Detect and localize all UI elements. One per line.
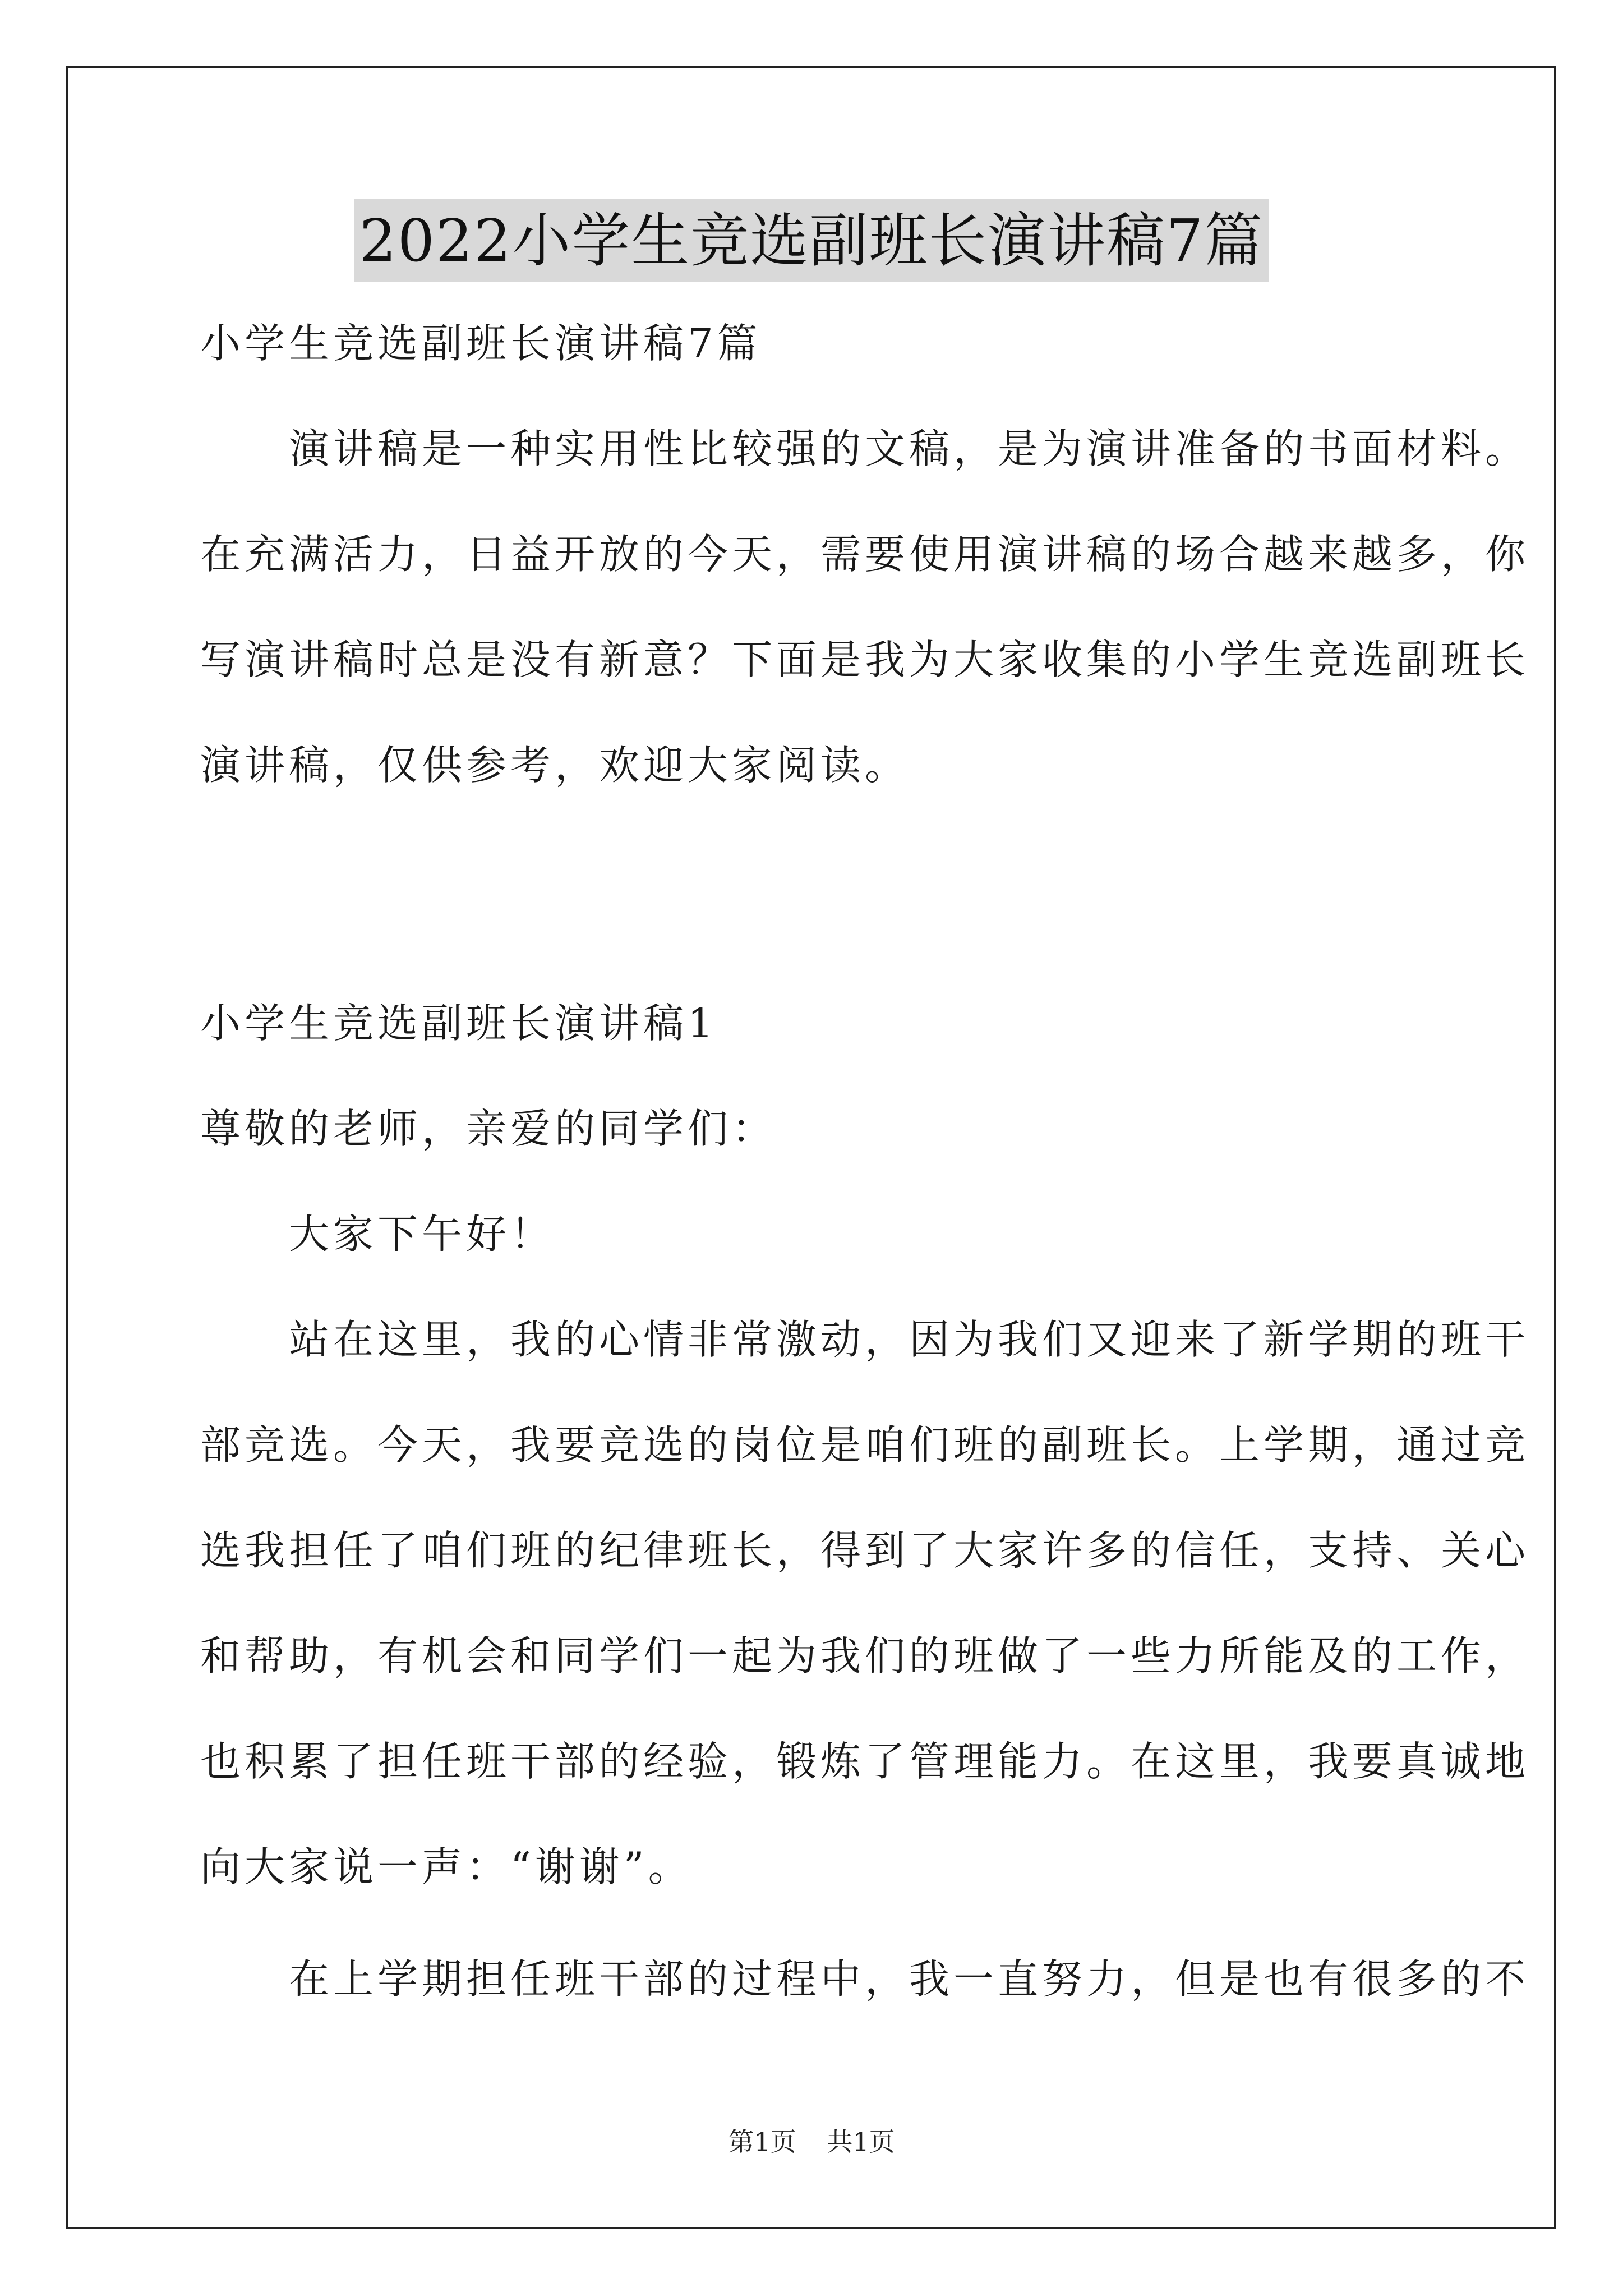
text-line: 演讲稿，仅供参考，欢迎大家阅读。 [200, 742, 910, 789]
text-line: 向大家说一声：“谢谢”。 [200, 1843, 693, 1890]
text-line: 在充满活力，日益开放的今天，需要使用演讲稿的场合越来越多，你 [200, 531, 1530, 578]
text-line: 写演讲稿时总是没有新意？下面是我为大家收集的小学生竞选副班长 [200, 636, 1530, 683]
text-line: 部竞选。今天，我要竞选的岗位是咱们班的副班长。上学期，通过竞 [200, 1421, 1530, 1469]
page-number: 第1页 [728, 2127, 796, 2157]
document-title: 2022小学生竞选副班长演讲稿7篇 [354, 199, 1270, 282]
page-total: 共1页 [827, 2127, 895, 2157]
text-line: 也积累了担任班干部的经验，锻炼了管理能力。在这里，我要真诚地 [200, 1738, 1530, 1785]
text-line: 和帮助，有机会和同学们一起为我们的班做了一些力所能及的工作， [200, 1632, 1530, 1680]
text-line: 尊敬的老师，亲爱的同学们： [200, 1105, 777, 1152]
text-line: 演讲稿是一种实用性比较强的文稿，是为演讲准备的书面材料。 [200, 425, 1530, 472]
text-line: 在上学期担任班干部的过程中，我一直努力，但是也有很多的不 [200, 1955, 1530, 2003]
page-footer [0, 2125, 1623, 2159]
text-line: 大家下午好！ [200, 1211, 555, 1258]
title-container [0, 199, 1623, 282]
text-line: 站在这里，我的心情非常激动，因为我们又迎来了新学期的班干 [200, 1316, 1530, 1363]
text-line: 小学生竞选副班长演讲稿7篇 [200, 320, 762, 367]
section-heading: 小学生竞选副班长演讲稿1 [200, 1000, 717, 1047]
text-line: 选我担任了咱们班的纪律班长，得到了大家许多的信任，支持、关心 [200, 1527, 1530, 1574]
